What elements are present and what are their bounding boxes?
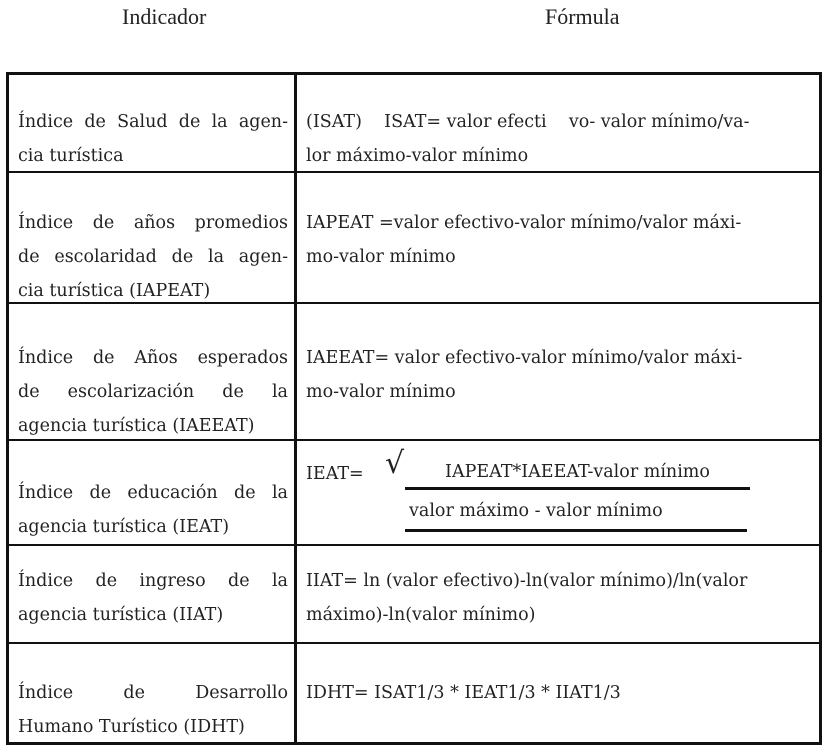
square-root-icon: √ (385, 446, 405, 481)
indicator-cell (9, 441, 297, 544)
indicator-text: Índice de Desarrollo (18, 683, 288, 703)
formula-text: mo-valor mínimo (306, 247, 456, 267)
indicator-text: Índice de educación de la (18, 483, 288, 503)
table-row (9, 75, 819, 171)
formula-text: mo-valor mínimo (306, 382, 456, 402)
indicator-cell (9, 173, 297, 302)
indicator-text: cia turística (18, 146, 124, 166)
indicator-text: agencia turística (IEAT) (18, 517, 230, 537)
table-row (9, 544, 819, 642)
formula-text: (ISAT) ISAT= valor efecti vo- valor mínimo/va- (306, 112, 750, 132)
table-row (9, 302, 819, 439)
formula-lhs: IEAT= (306, 464, 364, 484)
formula-cell (297, 304, 819, 439)
column-header-formula: Fórmula (545, 4, 620, 29)
formula-text: máximo)-ln(valor mínimo) (306, 605, 536, 625)
indicator-cell (9, 546, 297, 642)
indicator-text: Índice de Años esperados (18, 348, 288, 368)
indicator-cell (9, 304, 297, 439)
formula-text: lor máximo-valor mínimo (306, 146, 529, 166)
indicator-text: Humano Turístico (IDHT) (18, 717, 245, 737)
formula-cell (297, 441, 819, 544)
formula-cell (297, 644, 819, 742)
column-header-indicator: Indicador (122, 4, 207, 29)
indicator-text: de escolarización de la (18, 382, 288, 402)
formula-cell (297, 173, 819, 302)
table-row (9, 171, 819, 302)
formula-text: IDHT= ISAT1/3 * IEAT1/3 * IIAT1/3 (306, 683, 621, 703)
indicator-text: agencia turística (IAEEAT) (18, 416, 255, 436)
indicator-table (6, 72, 822, 745)
indicator-text: Índice de ingreso de la (18, 571, 288, 591)
formula-text: IIAT= ln (valor efectivo)-ln(valor mínimo)/ln(valor (306, 571, 748, 591)
indicator-cell (9, 644, 297, 742)
formula-text: IAPEAT =valor efectivo-valor mínimo/valor máxi- (306, 213, 742, 233)
indicator-text: Índice de años promedios (18, 213, 288, 233)
indicator-text: agencia turística (IIAT) (18, 605, 224, 625)
indicator-text: cia turística (IAPEAT) (18, 281, 211, 301)
indicator-text: de escolaridad de la agen- (18, 247, 288, 267)
formula-denominator: valor máximo - valor mínimo (405, 493, 747, 532)
formula-text: IAEEAT= valor efectivo-valor mínimo/valor máxi- (306, 348, 743, 368)
table-row (9, 642, 819, 742)
formula-cell (297, 75, 819, 171)
indicator-cell (9, 75, 297, 171)
indicator-text: Índice de Salud de la agen- (18, 112, 288, 132)
formula-cell (297, 546, 819, 642)
table-row (9, 439, 819, 544)
formula-numerator: IAPEAT*IAEEAT-valor mínimo (405, 457, 750, 490)
